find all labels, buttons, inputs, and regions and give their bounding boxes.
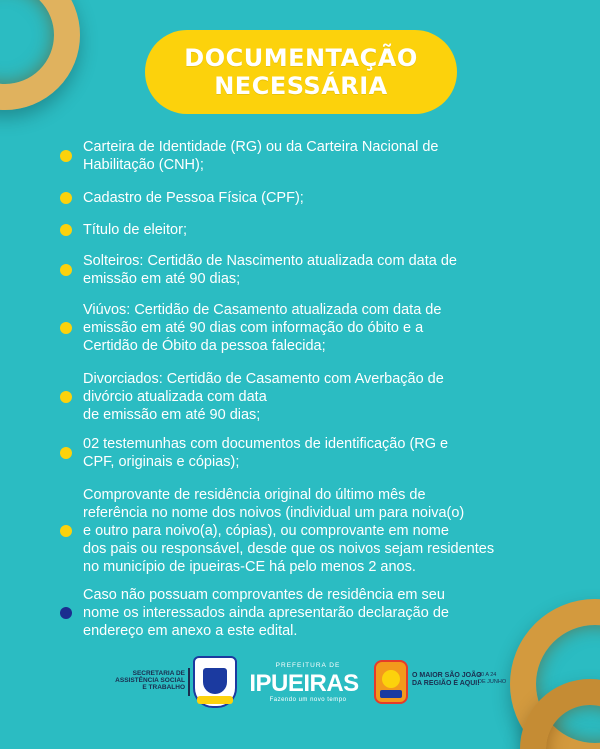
list-item: [60, 189, 304, 207]
bullet-icon: [60, 150, 72, 162]
bullet-icon: [60, 525, 72, 537]
sao-joao-label: O MAIOR SÃO JOÃO DA REGIÃO É AQUI!: [412, 672, 482, 687]
list-item: [60, 486, 494, 576]
list-item-text: Comprovante de residência original do último mês de referência no nome dos noivos (individual um para noiva(o) e outro para noivo(a), cópias), ou comprovante em nome dos pais ou responsável, desde que os noivos sejam residentes no município de ipueiras-CE há pelo menos 2 anos.: [83, 487, 495, 575]
bullet-icon: [60, 391, 72, 403]
secretaria-label: SECRETARIA DE ASSISTÊNCIA SOCIAL E TRABALHO: [115, 670, 185, 691]
title-line-1: DOCUMENTAÇÃO: [184, 44, 418, 72]
sao-joao-dates: 20 A 24 DE JUNHO: [478, 672, 507, 685]
title-banner: [145, 30, 457, 114]
crest-shield-icon: [203, 668, 227, 694]
ipueiras-tagline: Fazendo um novo tempo: [269, 697, 347, 703]
list-item: [60, 370, 444, 424]
list-item-text: Divorciados: Certidão de Casamento com Averbação de divórcio atualizada com data de emissão em até 90 dias;: [83, 371, 444, 423]
list-item: [60, 252, 457, 288]
divider: [188, 668, 190, 696]
ipueiras-logo-text: IPUEIRAS: [249, 670, 359, 697]
list-item-text: Caso não possuam comprovantes de residência em seu nome os interessados ainda apresentarão declaração de endereço em anexo a este edital.: [83, 587, 449, 639]
list-item: [60, 586, 449, 640]
list-item-text: 02 testemunhas com documentos de identificação (RG e CPF, originais e cópias);: [83, 436, 449, 470]
list-item-text: Solteiros: Certidão de Nascimento atualizada com data de emissão em até 90 dias;: [83, 253, 457, 287]
bullet-icon: [60, 192, 72, 204]
title-line-2: NECESSÁRIA: [214, 72, 388, 100]
sao-joao-mascot-icon: [374, 660, 408, 704]
wedding-ring-top-left: [0, 0, 80, 110]
list-item-text: Título de eleitor;: [83, 222, 187, 238]
list-item: [60, 138, 438, 174]
list-item-text: Cadastro de Pessoa Física (CPF);: [83, 190, 304, 206]
city-crest-icon: [193, 656, 237, 708]
list-item: [60, 301, 441, 355]
bullet-icon: [60, 607, 72, 619]
list-item-text: Carteira de Identidade (RG) ou da Carteira Nacional de Habilitação (CNH);: [83, 139, 439, 173]
bullet-icon: [60, 224, 72, 236]
bullet-icon: [60, 322, 72, 334]
list-item: [60, 221, 187, 239]
bullet-icon: [60, 264, 72, 276]
list-item-text: Viúvos: Certidão de Casamento atualizada com data de emissão em até 90 dias com informação do óbito e a Certidão de Óbito da pessoa falecida;: [83, 302, 442, 354]
prefeitura-label: PREFEITURA DE: [275, 662, 341, 669]
crest-band-icon: [197, 696, 233, 704]
bullet-icon: [60, 447, 72, 459]
list-item: [60, 435, 448, 471]
footer-logos: [0, 650, 600, 710]
